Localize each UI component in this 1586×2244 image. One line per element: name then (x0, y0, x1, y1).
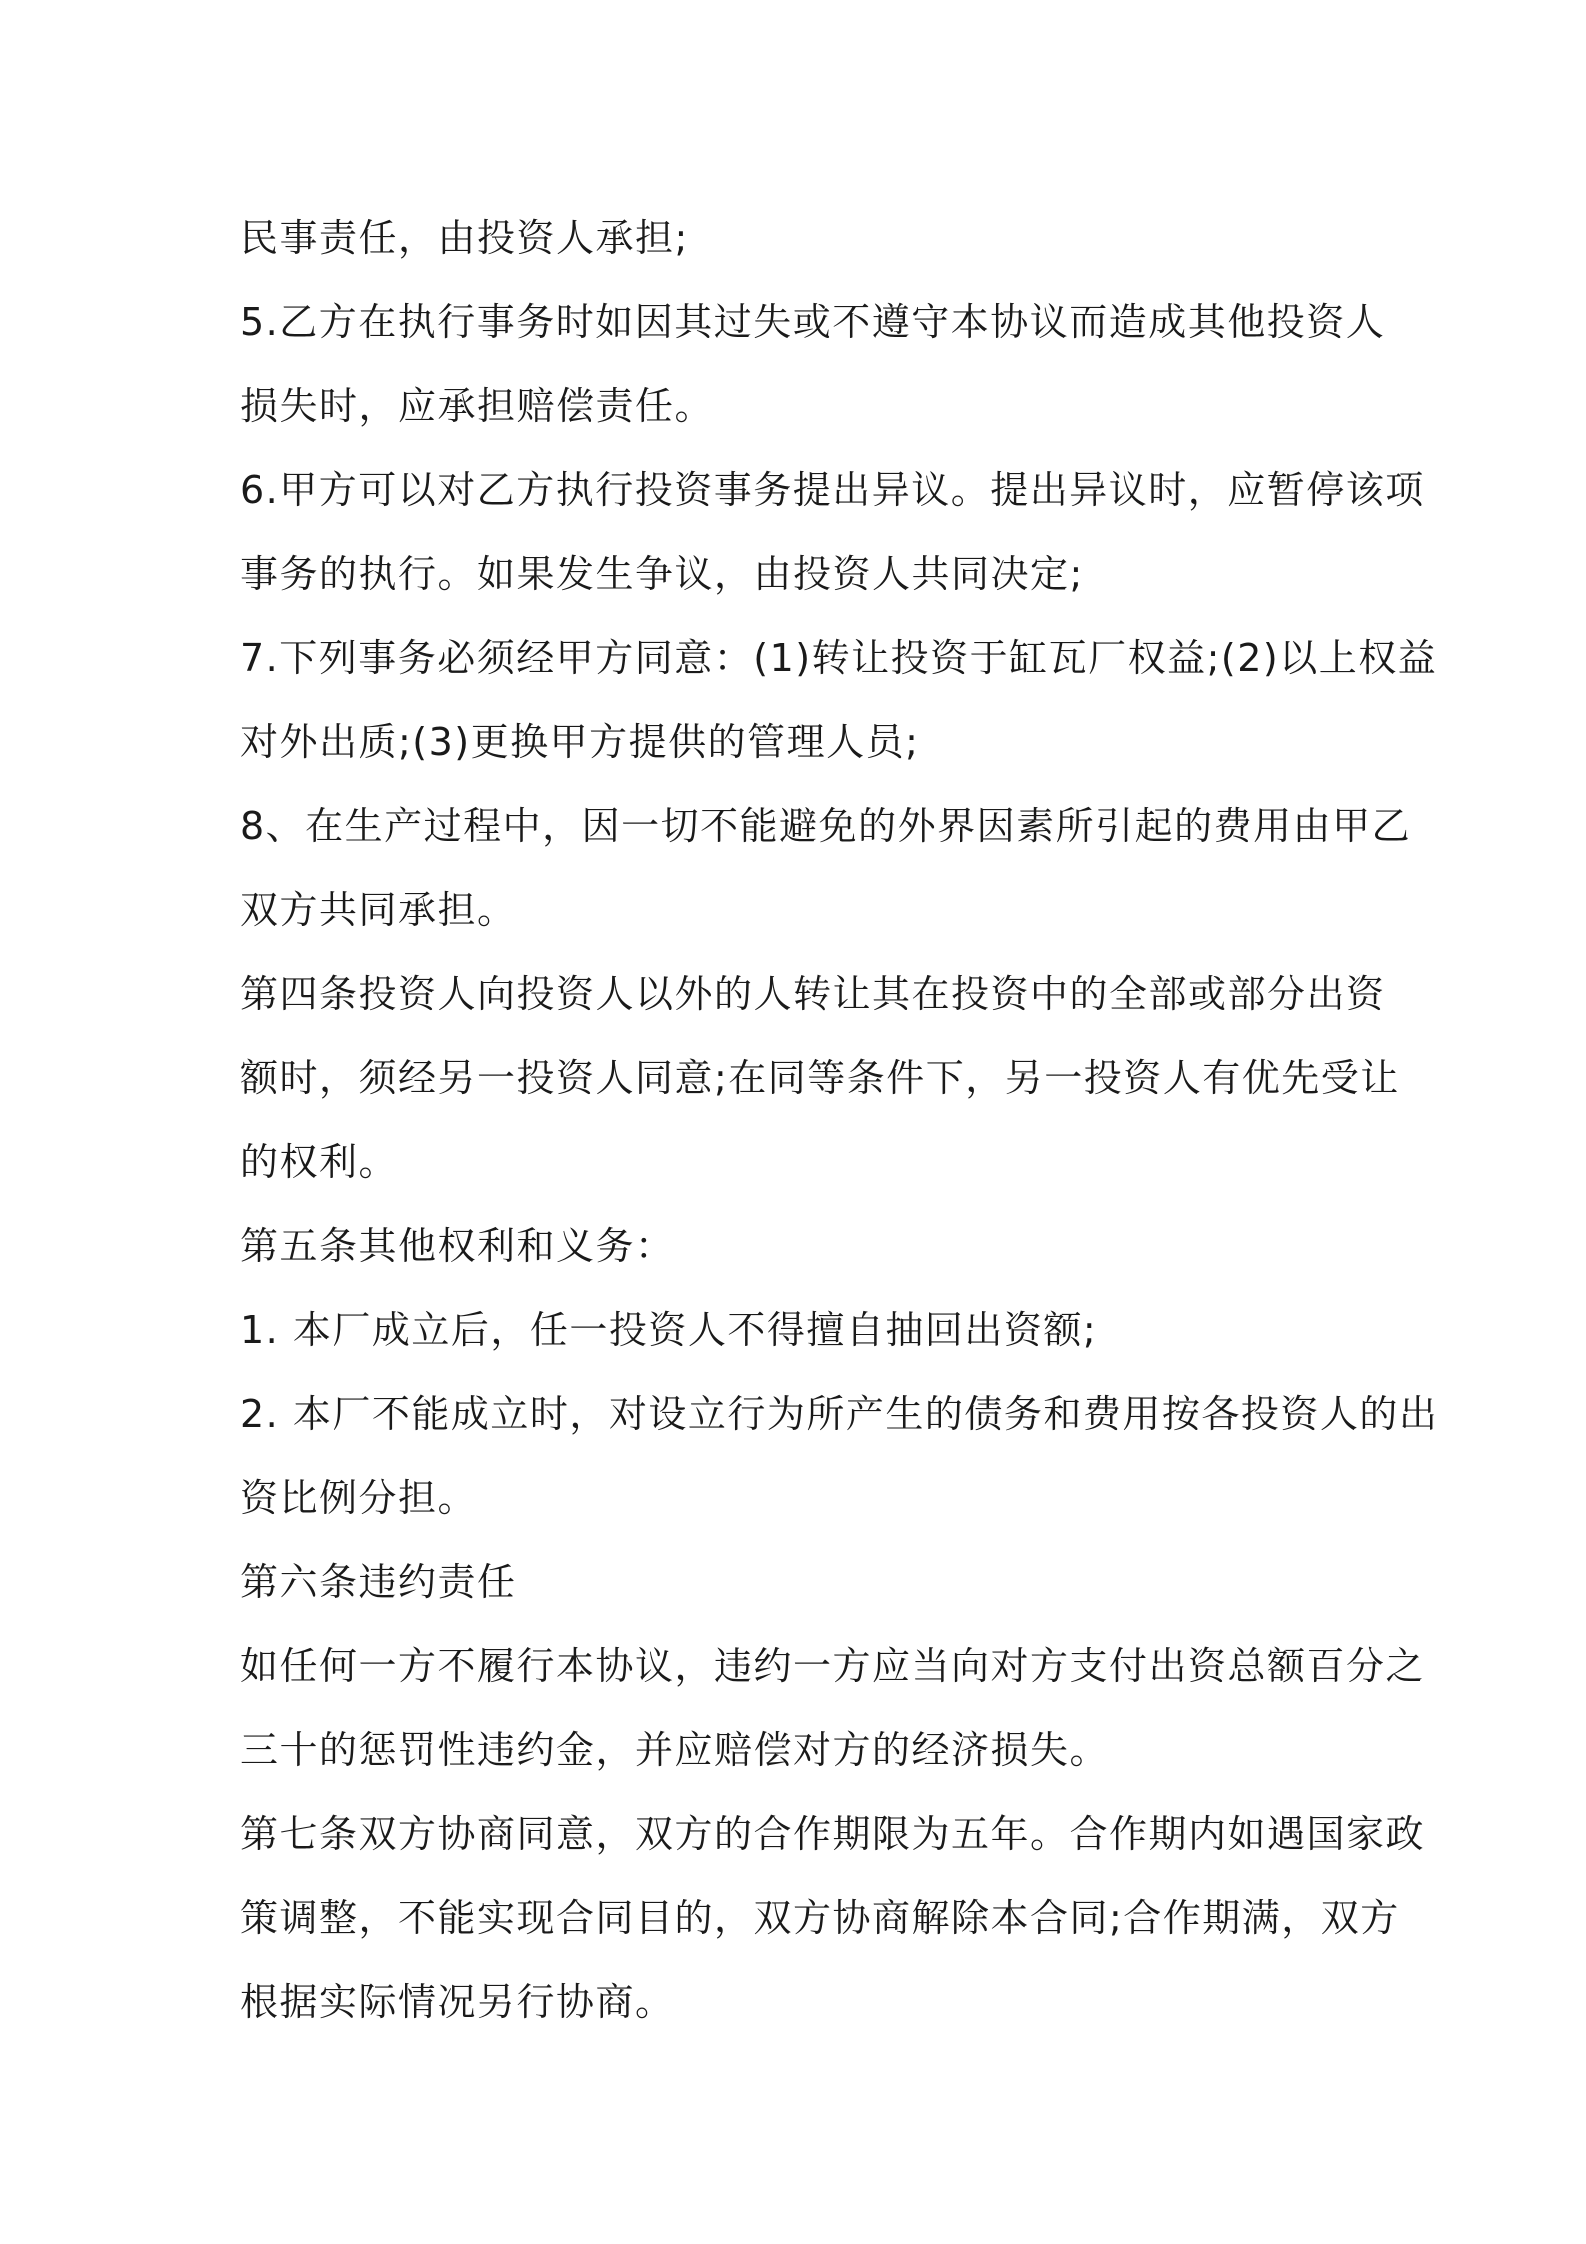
text-line: 第六条违约责任 (240, 1560, 517, 1604)
text-line: 第五条其他权利和义务： (240, 1224, 675, 1268)
text-line: 8、在生产过程中，因一切不能避免的外界因素所引起的费用由甲乙 (240, 804, 1412, 848)
text-line: 2. 本厂不能成立时，对设立行为所产生的债务和费用按各投资人的出 (240, 1392, 1439, 1436)
document-body (240, 196, 1439, 2044)
text-line: 6.甲方可以对乙方执行投资事务提出异议。提出异议时，应暂停该项 (240, 468, 1425, 512)
text-line: 1. 本厂成立后，任一投资人不得擅自抽回出资额; (240, 1308, 1098, 1352)
text-line: 事务的执行。如果发生争议，由投资人共同决定; (240, 552, 1084, 596)
text-line: 第四条投资人向投资人以外的人转让其在投资中的全部或部分出资 (240, 972, 1386, 1016)
text-line: 额时，须经另一投资人同意;在同等条件下，另一投资人有优先受让 (240, 1056, 1400, 1100)
text-line: 第七条双方协商同意，双方的合作期限为五年。合作期内如遇国家政 (240, 1812, 1426, 1856)
text-line: 的权利。 (240, 1140, 399, 1184)
text-line: 损失时，应承担赔偿责任。 (240, 384, 715, 428)
text-line: 7.下列事务必须经甲方同意：(1)转让投资于缸瓦厂权益;(2)以上权益 (240, 636, 1438, 680)
text-line: 策调整，不能实现合同目的，双方协商解除本合同;合作期满，双方 (240, 1896, 1400, 1940)
text-line: 资比例分担。 (240, 1476, 478, 1520)
text-line: 根据实际情况另行协商。 (240, 1980, 675, 2024)
text-line: 民事责任，由投资人承担; (240, 216, 689, 260)
text-line: 如任何一方不履行本协议，违约一方应当向对方支付出资总额百分之 (240, 1644, 1426, 1688)
text-line: 对外出质;(3)更换甲方提供的管理人员; (240, 720, 920, 764)
text-line: 5.乙方在执行事务时如因其过失或不遵守本协议而造成其他投资人 (240, 300, 1386, 344)
text-line: 双方共同承担。 (240, 888, 517, 932)
text-line: 三十的惩罚性违约金，并应赔偿对方的经济损失。 (240, 1728, 1110, 1772)
